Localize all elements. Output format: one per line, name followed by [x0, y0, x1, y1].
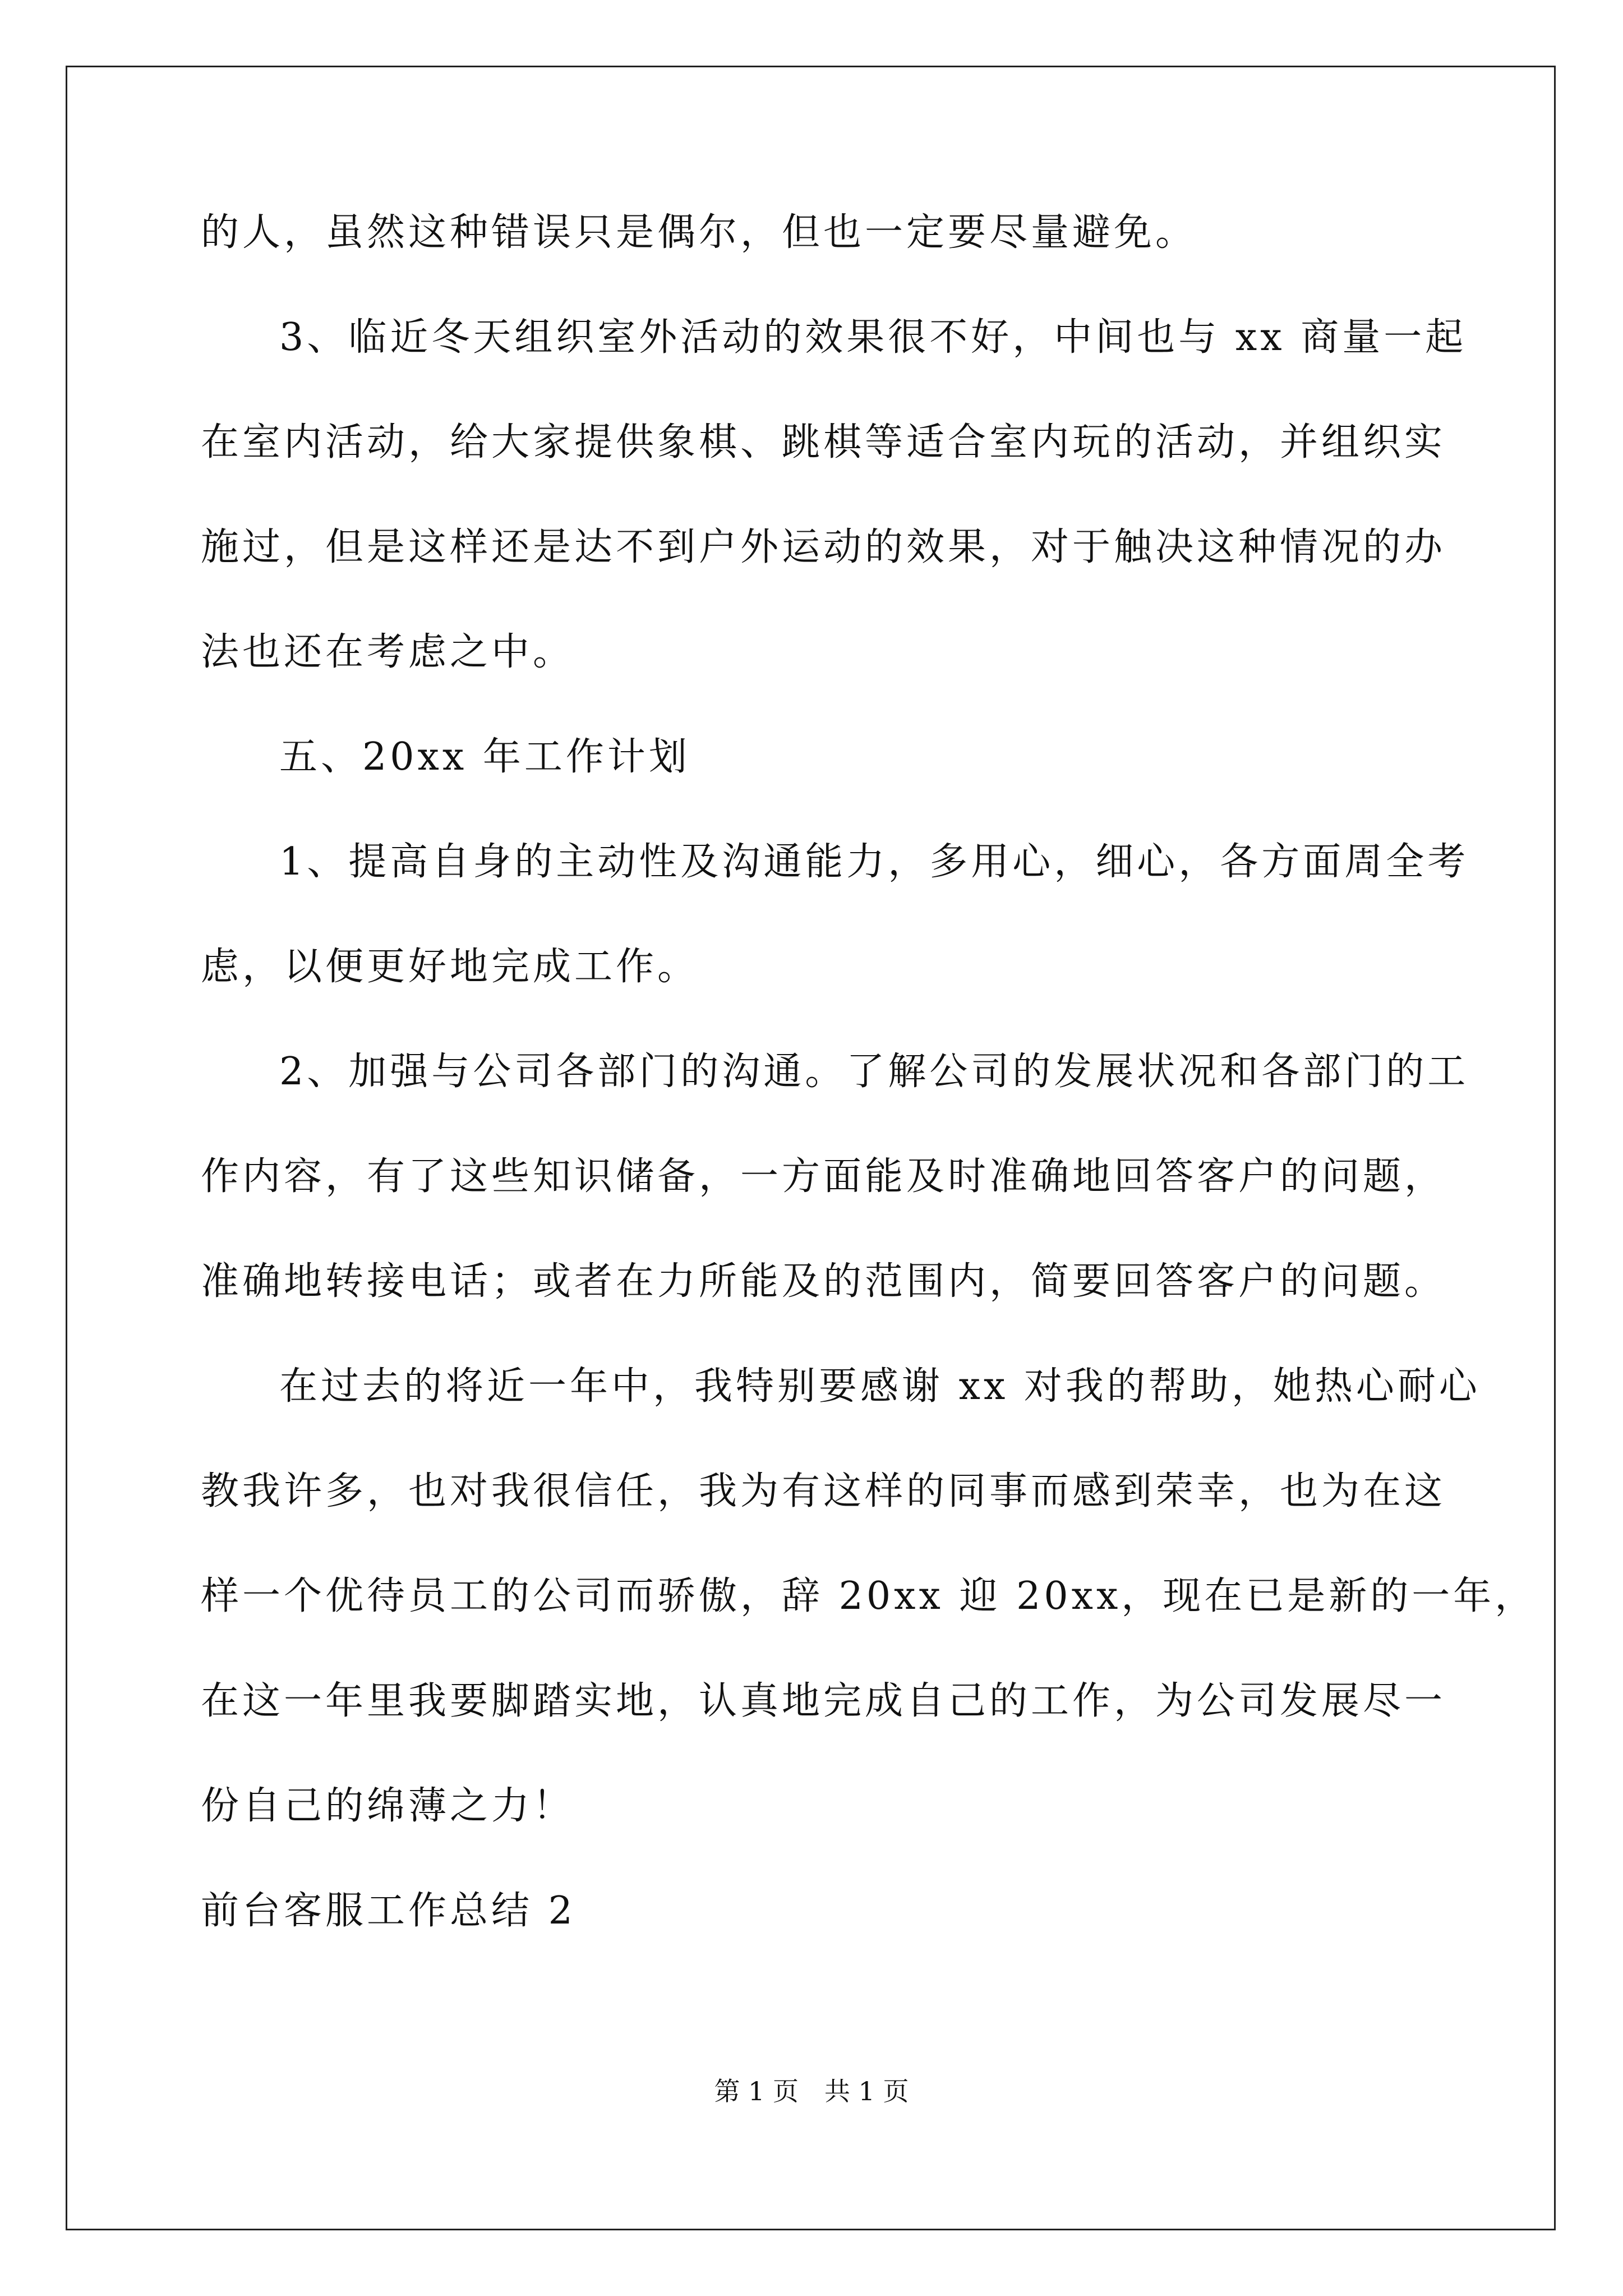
- text-line: 在室内活动，给大家提供象棋、跳棋等适合室内玩的活动，并组织实: [201, 420, 1446, 464]
- text-line: 1、提高自身的主动性及沟通能力，多用心，细心，各方面周全考: [279, 840, 1469, 884]
- text-line: 的人，虽然这种错误只是偶尔，但也一定要尽量避免。: [201, 210, 1197, 255]
- text-line: 施过，但是这样还是达不到户外运动的效果，对于触决这种情况的办: [201, 525, 1446, 569]
- text-line: 作内容，有了这些知识储备，一方面能及时准确地回答客户的问题，: [201, 1154, 1446, 1199]
- page-number-footer: 第 1 页 共 1 页: [714, 2076, 909, 2106]
- text-line: 样一个优待员工的公司而骄傲，辞 20xx 迎 20xx，现在已是新的一年，: [201, 1574, 1537, 1618]
- text-line: 在这一年里我要脚踏实地，认真地完成自己的工作，为公司发展尽一: [201, 1679, 1446, 1723]
- text-line: 3、临近冬天组织室外活动的效果很不好，中间也与 xx 商量一起: [279, 315, 1467, 360]
- text-line: 准确地转接电话；或者在力所能及的范围内，简要回答客户的问题。: [201, 1259, 1446, 1304]
- text-line: 在过去的将近一年中，我特别要感谢 xx 对我的帮助，她热心耐心: [279, 1364, 1481, 1409]
- text-line: 2、加强与公司各部门的沟通。了解公司的发展状况和各部门的工: [279, 1050, 1469, 1094]
- section-heading: 五、20xx 年工作计划: [279, 735, 690, 779]
- document-subtitle: 前台客服工作总结 2: [201, 1889, 576, 1933]
- text-line: 虑，以便更好地完成工作。: [201, 945, 699, 989]
- text-line: 法也还在考虑之中。: [201, 630, 575, 674]
- text-line: 教我许多，也对我很信任，我为有这样的同事而感到荣幸，也为在这: [201, 1469, 1446, 1513]
- text-line: 份自己的绵薄之力！: [201, 1784, 575, 1828]
